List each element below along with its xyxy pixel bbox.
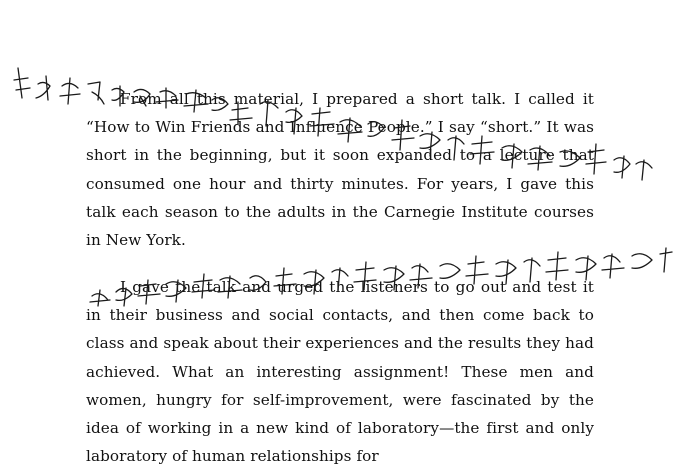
paragraph-1: From all this material, I prepared a short talk. I called it “How to Win Friends and Influence People.” I say “short.” It was short in the beginning, but it soon expanded to a lecture that consumed one hour and thirty minutes. For years, I gave this talk each season to the adults in the Carnegie Institute courses in New York. xyxy=(86,90,594,250)
paragraph-2: I gave the talk and urged the listeners to go out and test it in their business and social contacts, and then come back to class and speak about their experiences and the results they had achieved. What an interesting assignment! These men and women, hungry for self-improvement, were fascinated by the idea of working in a new kind of laboratory—the first and only laboratory of human relationships for xyxy=(86,278,594,466)
